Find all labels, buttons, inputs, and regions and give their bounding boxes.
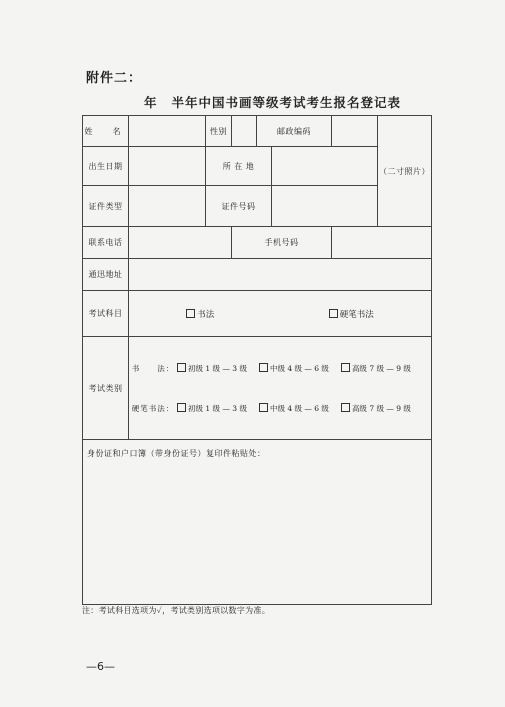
registration-form xyxy=(82,115,432,605)
category-row-calligraphy: 书 法： 初级 1 级 — 3 级 中级 4 级 — 6 级 高级 7 级 — 9 级 xyxy=(131,363,411,373)
title-text: 半年中国书画等级考试考生报名登记表 xyxy=(171,95,402,110)
checkbox-icon[interactable] xyxy=(329,309,338,318)
checkbox-icon[interactable] xyxy=(341,403,350,412)
category-option[interactable]: 初级 1 级 — 3 级 xyxy=(177,403,247,414)
attachment-label: 附件二： xyxy=(86,71,143,86)
category-row-hard-pen: 硬笔书法： 初级 1 级 — 3 级 中级 4 级 — 6 级 高级 7 级 — 9 级 xyxy=(131,403,411,413)
birthdate-field[interactable] xyxy=(129,147,206,186)
name-field[interactable] xyxy=(129,116,206,147)
gender-label: 性别 xyxy=(206,116,232,147)
address-label: 通迅地址 xyxy=(83,259,129,291)
category-options xyxy=(129,337,432,440)
category-label: 考试类别 xyxy=(83,337,129,440)
category-option[interactable]: 高级 7 级 — 9 级 xyxy=(341,403,411,414)
phone-field[interactable] xyxy=(129,227,232,259)
title-year: 年 xyxy=(144,95,158,110)
postcode-field[interactable] xyxy=(332,116,378,147)
row-address xyxy=(83,259,432,291)
photo-box[interactable]: （二寸照片） xyxy=(378,116,432,227)
row-name xyxy=(83,116,432,147)
page-number: —6— xyxy=(86,660,115,673)
row-subject xyxy=(83,291,432,337)
checkbox-icon[interactable] xyxy=(259,403,268,412)
id-number-label: 证件号码 xyxy=(206,186,272,227)
subject-option-hard-pen[interactable]: 硬笔书法 xyxy=(329,308,374,320)
id-type-label: 证件类型 xyxy=(83,186,129,227)
row-phone xyxy=(83,227,432,259)
birthdate-label: 出生日期 xyxy=(83,147,129,186)
location-field[interactable] xyxy=(272,147,378,186)
checkbox-icon[interactable] xyxy=(186,309,195,318)
checkbox-icon[interactable] xyxy=(341,363,350,372)
subject-option-calligraphy[interactable]: 书法 xyxy=(186,308,214,320)
category-option[interactable]: 初级 1 级 — 3 级 xyxy=(177,363,247,374)
address-field[interactable] xyxy=(129,259,432,291)
form-title xyxy=(144,93,401,111)
row-category xyxy=(83,337,432,440)
category-option[interactable]: 中级 4 级 — 6 级 xyxy=(259,403,329,414)
subject-label: 考试科目 xyxy=(83,291,129,337)
checkbox-icon[interactable] xyxy=(177,363,186,372)
id-number-field[interactable] xyxy=(272,186,378,227)
mobile-label: 手机号码 xyxy=(232,227,332,259)
phone-label: 联系电话 xyxy=(83,227,129,259)
subject-options xyxy=(129,291,432,337)
id-type-field[interactable] xyxy=(129,186,206,227)
category-option[interactable]: 高级 7 级 — 9 级 xyxy=(341,363,411,374)
postcode-label: 邮政编码 xyxy=(257,116,332,147)
checkbox-icon[interactable] xyxy=(177,403,186,412)
footnote: 注：考试科目选项为✓，考试类别选项以数字为准。 xyxy=(82,606,271,615)
category-option[interactable]: 中级 4 级 — 6 级 xyxy=(259,363,329,374)
id-copy-paste-area[interactable]: 身份证和户口簿（带身份证号）复印件粘贴处： xyxy=(83,440,432,605)
row-upload xyxy=(83,440,432,605)
gender-field[interactable] xyxy=(232,116,257,147)
location-label: 所 在 地 xyxy=(206,147,272,186)
mobile-field[interactable] xyxy=(332,227,432,259)
checkbox-icon[interactable] xyxy=(259,363,268,372)
name-label: 姓 名 xyxy=(83,116,129,147)
